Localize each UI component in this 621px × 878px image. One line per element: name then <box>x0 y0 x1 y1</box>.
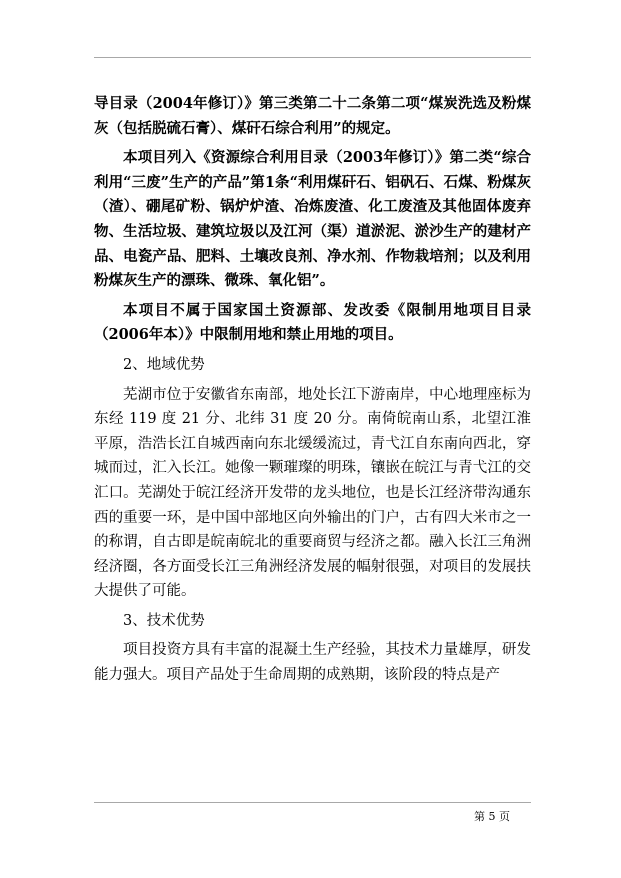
paragraph: 芜湖市位于安徽省东南部，地处长江下游南岸，中心地理座标为东经 119 度 21 分、北纬 31 度 20 分。南倚皖南山系，北望江淮平原，浩浩长江自城西南向东北缓缓流过，青弋江自东南向西北，穿城而过，汇入长江。她像一颗璀璨的明珠，镶嵌在皖江与青弋江的交汇口。芜湖处于皖江经济开发带的龙头地位，也是长江经济带沟通东西的重要一环，是中国中部地区向外输出的门户，古有四大米市之一的称谓，自古即是皖南皖北的重要商贸与经济之都。融入长江三角洲经济圈，各方面受长江三角洲经济发展的幅射很强，对项目的发展扶大提供了可能。 <box>94 386 531 600</box>
paragraph: 导目录（2004年修订）》第三类第二十二条第二项“煤炭洗选及粉煤灰（包括脱硫石膏）、煤矸石综合利用”的规定。 <box>94 95 531 137</box>
header-rule <box>94 57 531 58</box>
footer-rule <box>94 802 531 803</box>
document-body <box>94 92 531 688</box>
paragraph: 本项目列入《资源综合利用目录（2003年修订）》第二类“综合利用“三废”生产的产品”第1条“利用煤矸石、铝矾石、石煤、粉煤灰（渣）、硼尾矿粉、锅炉炉渣、冶炼废渣、化工废渣及其他固体废弃物、生活垃圾、建筑垃圾以及江河（渠）道淤泥、淤沙生产的建材产品、电瓷产品、肥料、土壤改良剂、净水剂、作物栽培剂；以及利用粉煤灰生产的漂珠、微珠、氧化铝”。 <box>94 149 531 290</box>
paragraph: 项目投资方具有丰富的混凝土生产经验，其技术力量雄厚，研发能力强大。项目产品处于生命周期的成熟期，该阶段的特点是产 <box>94 642 531 684</box>
page-number: 第 5 页 <box>474 810 510 823</box>
section-heading: 3、技术优势 <box>123 612 205 629</box>
section-heading: 2、地域优势 <box>123 356 205 373</box>
paragraph: 本项目不属于国家国土资源部、发改委《限制用地项目目录（2006年本）》中限制用地和禁止用地的项目。 <box>94 301 531 344</box>
